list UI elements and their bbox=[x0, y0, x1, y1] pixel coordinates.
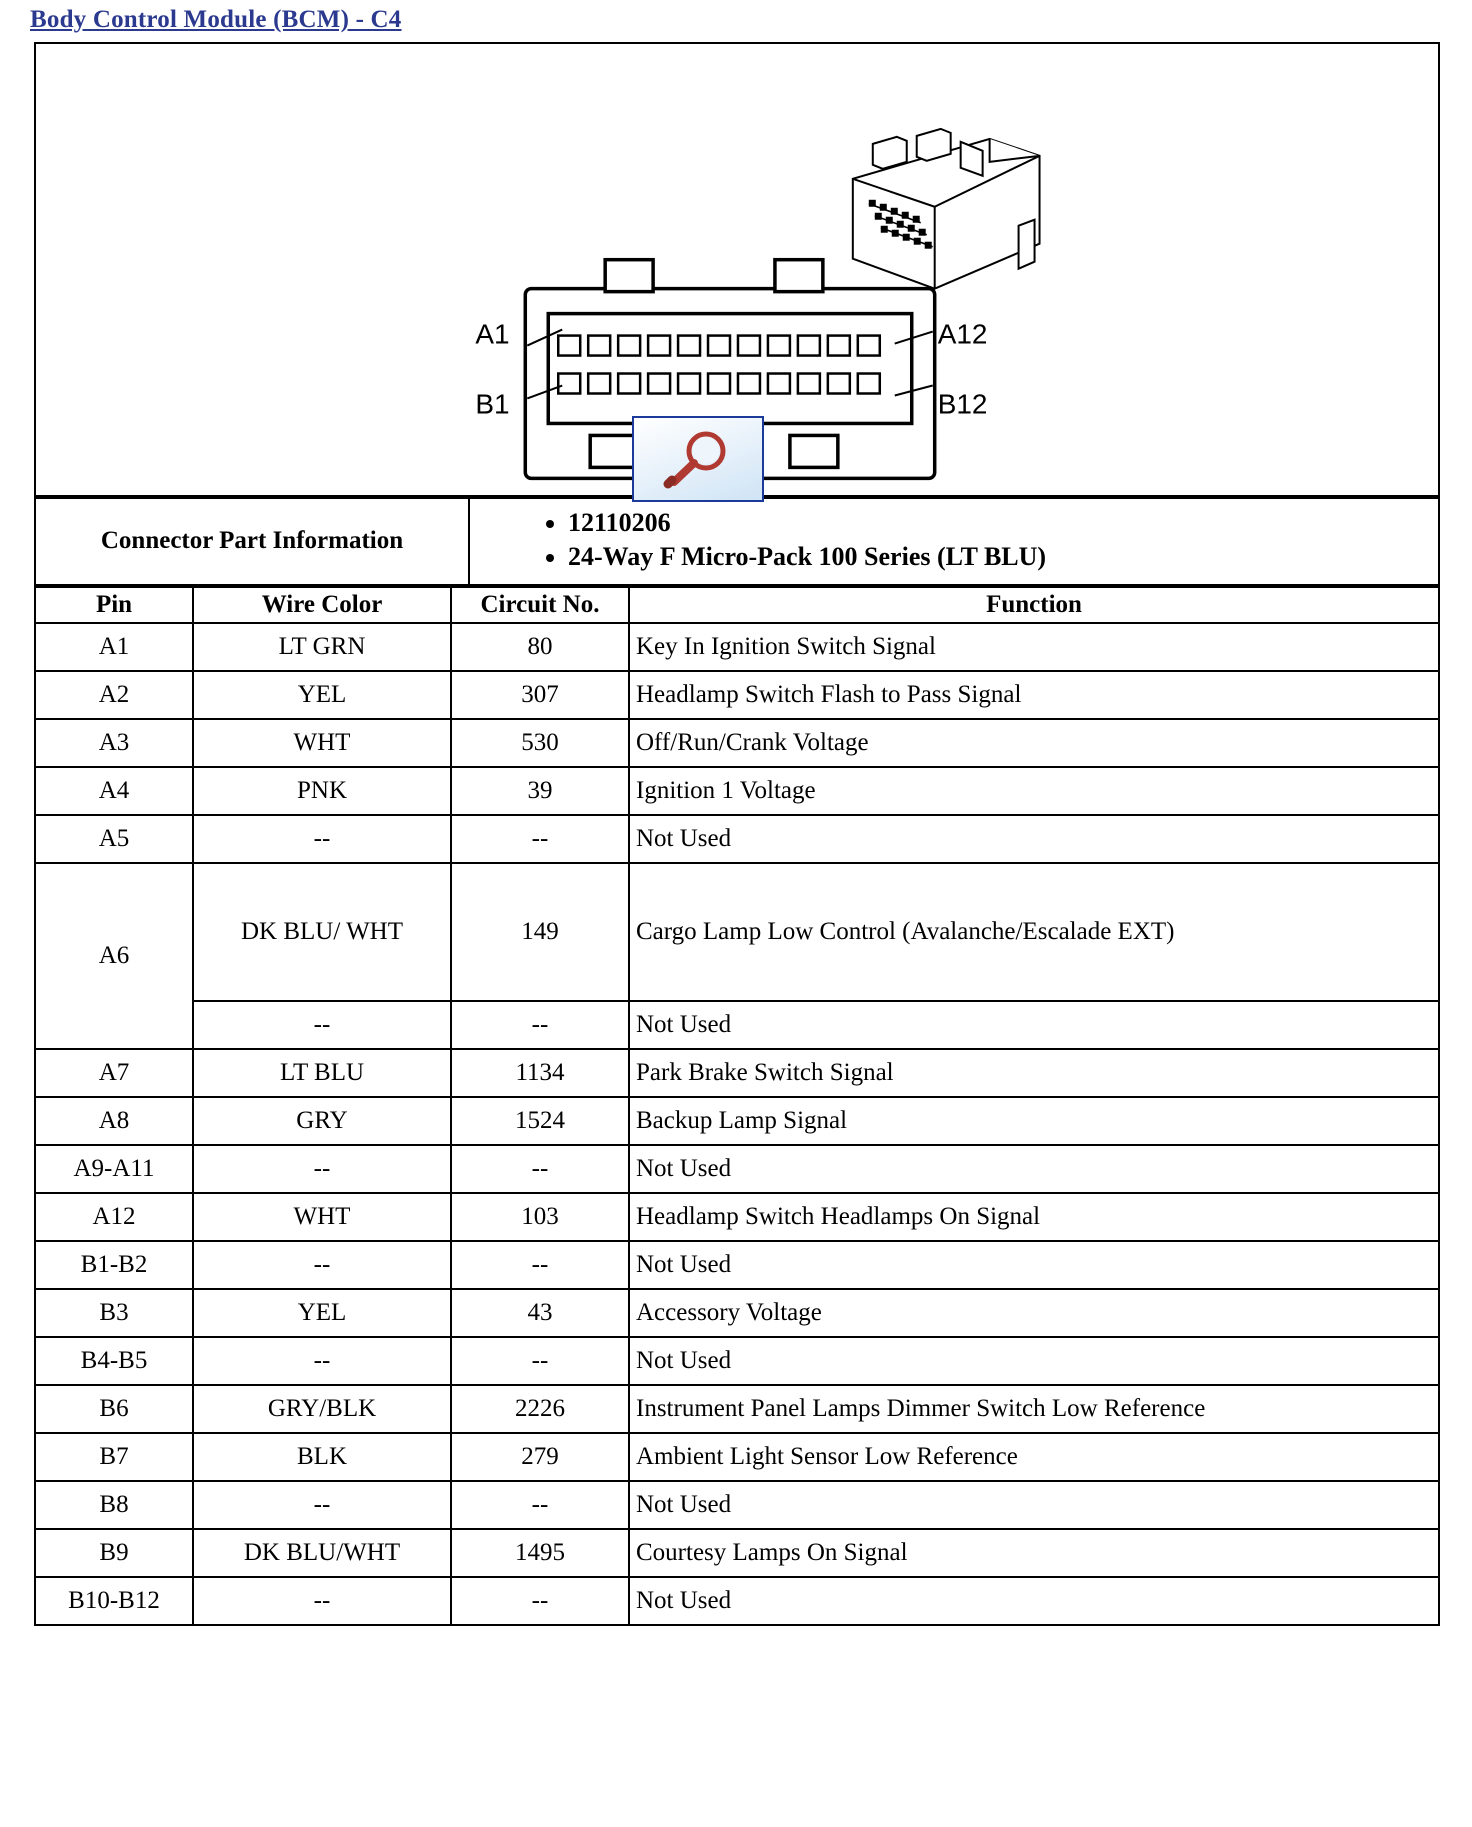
cell-wire-color: -- bbox=[193, 1481, 451, 1529]
table-row bbox=[35, 1001, 1439, 1049]
cell-circuit-no: -- bbox=[451, 1337, 629, 1385]
cell-function: Key In Ignition Switch Signal bbox=[629, 623, 1439, 671]
connector-part-information-label: Connector Part Information bbox=[35, 498, 469, 585]
column-header-circuit-no: Circuit No. bbox=[451, 587, 629, 623]
list-item: • 24-Way F Micro-Pack 100 Series (LT BLU) bbox=[568, 540, 1432, 574]
cell-wire-color: BLK bbox=[193, 1433, 451, 1481]
label-a12: A12 bbox=[937, 318, 988, 350]
cell-circuit-no: 103 bbox=[451, 1193, 629, 1241]
cell-wire-color: DK BLU/ WHT bbox=[193, 863, 451, 1001]
table-row bbox=[35, 1049, 1439, 1097]
cell-pin: B3 bbox=[35, 1289, 193, 1337]
cell-pin: B9 bbox=[35, 1529, 193, 1577]
cell-function: Courtesy Lamps On Signal bbox=[629, 1529, 1439, 1577]
cell-wire-color: -- bbox=[193, 1577, 451, 1625]
cell-pin: A6 bbox=[35, 863, 193, 1049]
cell-pin: A1 bbox=[35, 623, 193, 671]
table-row bbox=[35, 1385, 1439, 1433]
cell-pin: B6 bbox=[35, 1385, 193, 1433]
cell-pin: B4-B5 bbox=[35, 1337, 193, 1385]
cell-circuit-no: 80 bbox=[451, 623, 629, 671]
cell-wire-color: -- bbox=[193, 815, 451, 863]
zoom-image-button[interactable] bbox=[632, 416, 764, 502]
cell-wire-color: -- bbox=[193, 1001, 451, 1049]
cell-circuit-no: 39 bbox=[451, 767, 629, 815]
cell-pin: A12 bbox=[35, 1193, 193, 1241]
cell-function: Ambient Light Sensor Low Reference bbox=[629, 1433, 1439, 1481]
cell-function: Not Used bbox=[629, 1337, 1439, 1385]
label-b1: B1 bbox=[475, 388, 510, 420]
cell-circuit-no: 279 bbox=[451, 1433, 629, 1481]
cell-function: Off/Run/Crank Voltage bbox=[629, 719, 1439, 767]
cell-pin: B8 bbox=[35, 1481, 193, 1529]
table-row bbox=[35, 671, 1439, 719]
cell-wire-color: PNK bbox=[193, 767, 451, 815]
table-row bbox=[35, 719, 1439, 767]
table-row bbox=[35, 1577, 1439, 1625]
column-header-pin: Pin bbox=[35, 587, 193, 623]
cell-circuit-no: 149 bbox=[451, 863, 629, 1001]
cell-wire-color: WHT bbox=[193, 719, 451, 767]
cell-pin: A3 bbox=[35, 719, 193, 767]
cell-wire-color: -- bbox=[193, 1337, 451, 1385]
cell-wire-color: GRY/BLK bbox=[193, 1385, 451, 1433]
connector-part-information-table bbox=[34, 497, 1440, 586]
list-item: • 12110206 bbox=[568, 506, 1432, 540]
cell-function: Park Brake Switch Signal bbox=[629, 1049, 1439, 1097]
cell-pin: B7 bbox=[35, 1433, 193, 1481]
cell-pin: B10-B12 bbox=[35, 1577, 193, 1625]
cell-wire-color: DK BLU/WHT bbox=[193, 1529, 451, 1577]
cell-pin: A8 bbox=[35, 1097, 193, 1145]
table-row bbox=[35, 767, 1439, 815]
cell-wire-color: LT GRN bbox=[193, 623, 451, 671]
cell-circuit-no: -- bbox=[451, 1001, 629, 1049]
cell-pin: A7 bbox=[35, 1049, 193, 1097]
cell-circuit-no: -- bbox=[451, 1577, 629, 1625]
table-row bbox=[35, 1145, 1439, 1193]
table-row bbox=[35, 815, 1439, 863]
cell-circuit-no: 43 bbox=[451, 1289, 629, 1337]
connector-figure bbox=[34, 42, 1440, 497]
cell-function: Ignition 1 Voltage bbox=[629, 767, 1439, 815]
cell-wire-color: YEL bbox=[193, 671, 451, 719]
label-a1: A1 bbox=[475, 318, 510, 350]
cell-function: Not Used bbox=[629, 1001, 1439, 1049]
cell-function: Not Used bbox=[629, 1145, 1439, 1193]
cell-function: Not Used bbox=[629, 1241, 1439, 1289]
cell-function: Not Used bbox=[629, 815, 1439, 863]
cell-circuit-no: 530 bbox=[451, 719, 629, 767]
cell-circuit-no: -- bbox=[451, 1145, 629, 1193]
cell-wire-color: GRY bbox=[193, 1097, 451, 1145]
cell-pin: A2 bbox=[35, 671, 193, 719]
table-row bbox=[35, 1097, 1439, 1145]
table-row bbox=[35, 1337, 1439, 1385]
cell-wire-color: -- bbox=[193, 1145, 451, 1193]
cell-wire-color: -- bbox=[193, 1241, 451, 1289]
table-row bbox=[35, 498, 1439, 585]
column-header-wire-color: Wire Color bbox=[193, 587, 451, 623]
cell-circuit-no: -- bbox=[451, 1481, 629, 1529]
cell-function: Instrument Panel Lamps Dimmer Switch Low Reference bbox=[629, 1385, 1439, 1433]
magnifier-icon bbox=[658, 428, 738, 490]
table-row bbox=[35, 1481, 1439, 1529]
cell-function: Cargo Lamp Low Control (Avalanche/Escalade EXT) bbox=[629, 863, 1439, 1001]
cell-circuit-no: 1134 bbox=[451, 1049, 629, 1097]
cell-function: Not Used bbox=[629, 1481, 1439, 1529]
cell-function: Headlamp Switch Flash to Pass Signal bbox=[629, 671, 1439, 719]
cell-circuit-no: -- bbox=[451, 815, 629, 863]
cell-circuit-no: -- bbox=[451, 1241, 629, 1289]
pinout-table bbox=[34, 586, 1440, 1626]
cell-wire-color: YEL bbox=[193, 1289, 451, 1337]
table-row bbox=[35, 1289, 1439, 1337]
page-title: Body Control Module (BCM) - C4 bbox=[30, 6, 402, 33]
cell-circuit-no: 1524 bbox=[451, 1097, 629, 1145]
table-row bbox=[35, 1193, 1439, 1241]
cell-function: Backup Lamp Signal bbox=[629, 1097, 1439, 1145]
cell-circuit-no: 307 bbox=[451, 671, 629, 719]
column-header-function: Function bbox=[629, 587, 1439, 623]
cell-wire-color: LT BLU bbox=[193, 1049, 451, 1097]
cell-pin: A9-A11 bbox=[35, 1145, 193, 1193]
cell-pin: B1-B2 bbox=[35, 1241, 193, 1289]
table-row bbox=[35, 1433, 1439, 1481]
cell-pin: A4 bbox=[35, 767, 193, 815]
table-header-row bbox=[35, 587, 1439, 623]
table-row bbox=[35, 1241, 1439, 1289]
cell-function: Accessory Voltage bbox=[629, 1289, 1439, 1337]
label-b12: B12 bbox=[937, 388, 988, 420]
cell-function: Not Used bbox=[629, 1577, 1439, 1625]
table-row bbox=[35, 623, 1439, 671]
connector-part-information-values bbox=[469, 498, 1439, 585]
cell-circuit-no: 1495 bbox=[451, 1529, 629, 1577]
cell-function: Headlamp Switch Headlamps On Signal bbox=[629, 1193, 1439, 1241]
table-row bbox=[35, 1529, 1439, 1577]
table-row bbox=[35, 863, 1439, 1001]
cell-pin: A5 bbox=[35, 815, 193, 863]
cell-circuit-no: 2226 bbox=[451, 1385, 629, 1433]
cell-wire-color: WHT bbox=[193, 1193, 451, 1241]
